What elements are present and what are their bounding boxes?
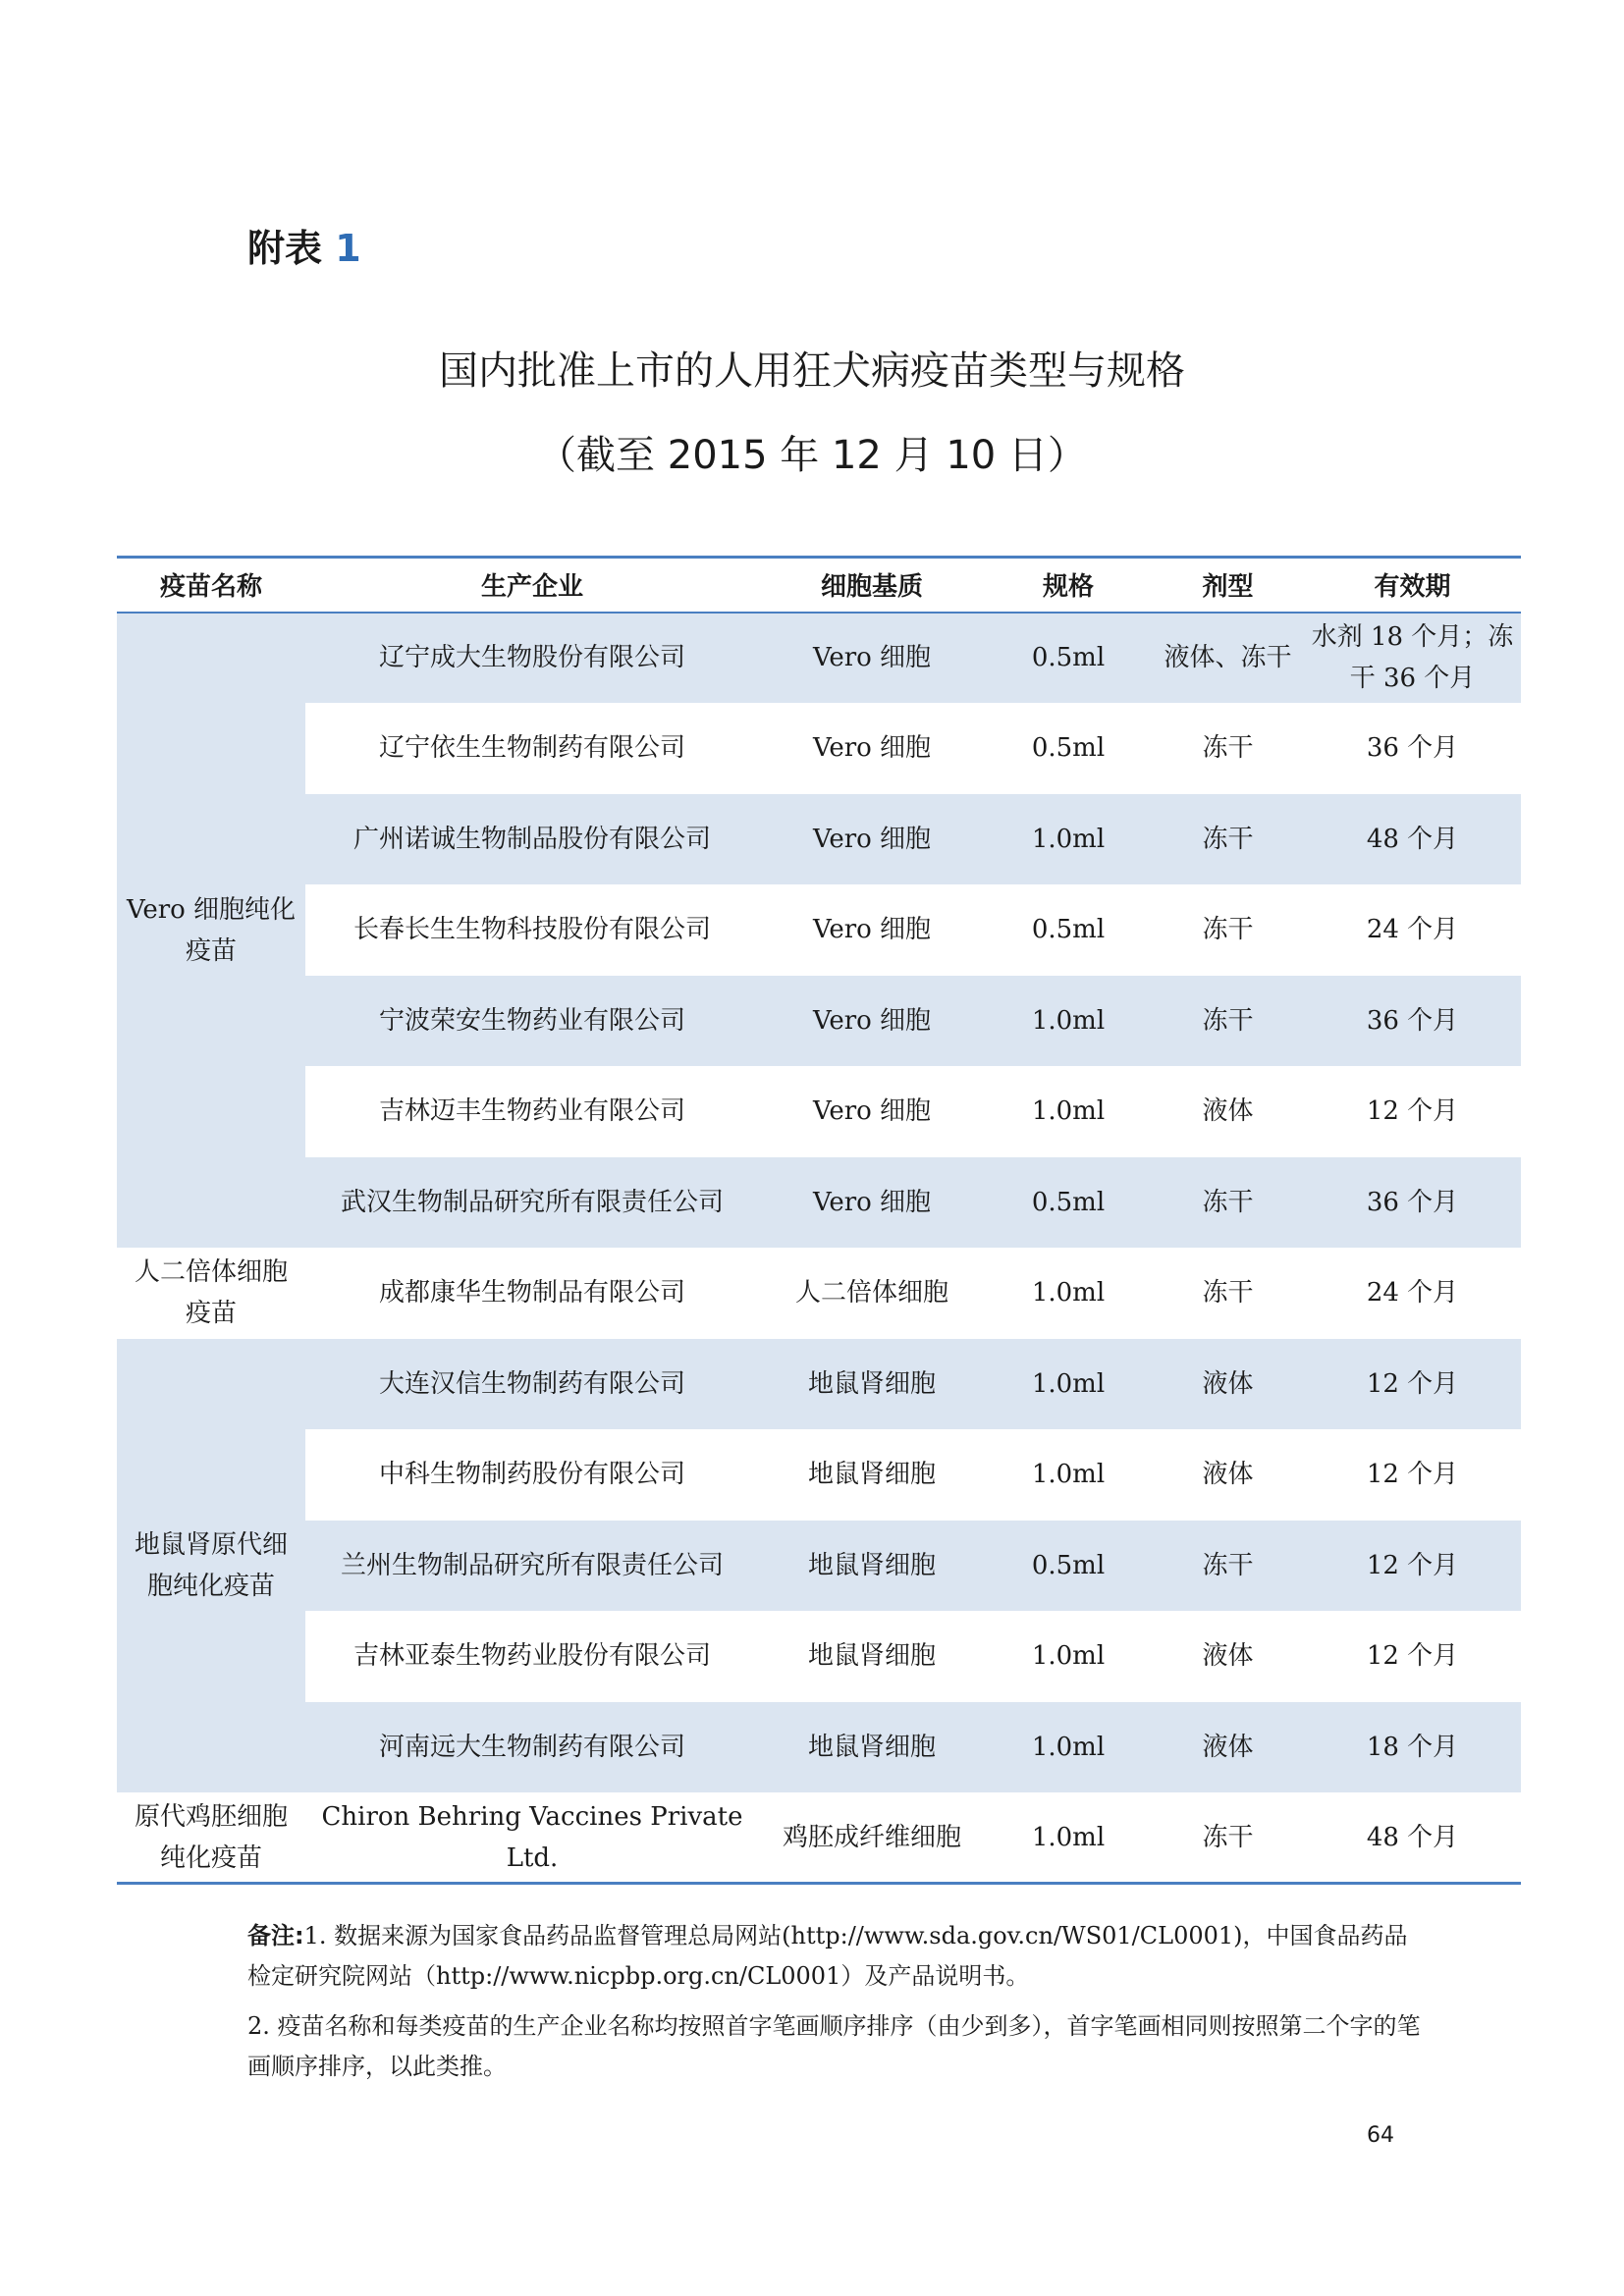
validity-cell: 12 个月: [1366, 1096, 1459, 1127]
manufacturer-cell: 中科生物制药股份有限公司: [378, 1460, 685, 1490]
validity-cell: 36 个月: [1304, 976, 1521, 1067]
page-title: 国内批准上市的人用狂犬病疫苗类型与规格: [439, 348, 1185, 394]
header-manufacturer: 生产企业: [305, 558, 759, 613]
dosage-form-cell: 冻干: [1152, 1157, 1304, 1249]
substrate-cell: Vero 细胞: [759, 976, 985, 1067]
validity-cell: 水剂 18 个月；冻干 36 个月: [1304, 613, 1521, 704]
notes: [247, 1916, 1426, 2097]
table-row: [117, 1792, 1521, 1884]
dosage-form-cell: 冻干: [1152, 976, 1304, 1067]
vaccine-table: [117, 556, 1521, 1885]
vaccine-group-name: Vero 细胞纯化疫苗: [117, 613, 305, 1249]
table-body: [117, 613, 1521, 1884]
spec-cell: 1.0ml: [1031, 1460, 1106, 1490]
substrate-cell: 地鼠肾细胞: [807, 1641, 936, 1672]
header-cell-substrate: 细胞基质: [759, 558, 985, 613]
table-row: [117, 1339, 1521, 1430]
substrate-cell: Vero 细胞: [812, 915, 932, 945]
spec-cell: 1.0ml: [1031, 1641, 1106, 1672]
table-row: [117, 1066, 1521, 1157]
table-row: [117, 1702, 1521, 1793]
manufacturer-cell: 大连汉信生物制药有限公司: [305, 1339, 759, 1430]
substrate-cell: 地鼠肾细胞: [807, 1460, 936, 1490]
validity-cell: 36 个月: [1366, 733, 1459, 764]
substrate-cell: Vero 细胞: [759, 1157, 985, 1249]
table-row: [117, 1248, 1521, 1339]
header-validity: 有效期: [1304, 558, 1521, 613]
manufacturer-cell: 河南远大生物制药有限公司: [305, 1702, 759, 1793]
table-row: [117, 976, 1521, 1067]
dosage-form-cell: 冻干: [1152, 1792, 1304, 1884]
validity-cell: 48 个月: [1304, 1792, 1521, 1884]
spec-cell: 0.5ml: [1031, 733, 1106, 764]
manufacturer-cell: 宁波荣安生物药业有限公司: [305, 976, 759, 1067]
manufacturer-cell: 吉林亚泰生物药业股份有限公司: [352, 1641, 711, 1672]
manufacturer-cell: 武汉生物制品研究所有限责任公司: [305, 1157, 759, 1249]
validity-cell: 12 个月: [1366, 1641, 1459, 1672]
manufacturer-cell: 兰州生物制品研究所有限责任公司: [305, 1521, 759, 1612]
manufacturer-cell: 辽宁成大生物股份有限公司: [305, 613, 759, 704]
spec-cell: 1.0ml: [985, 1702, 1152, 1793]
substrate-cell: 地鼠肾细胞: [759, 1339, 985, 1430]
manufacturer-cell: 辽宁依生生物制药有限公司: [378, 733, 685, 764]
header-vaccine-name: 疫苗名称: [117, 558, 305, 613]
appendix-number: 1: [335, 227, 361, 270]
dosage-form-cell: 液体: [1202, 1641, 1254, 1672]
header-spec: 规格: [985, 558, 1152, 613]
table-row: [117, 1611, 1521, 1702]
manufacturer-cell: 吉林迈丰生物药业有限公司: [378, 1096, 685, 1127]
appendix-label: [247, 218, 361, 272]
table-row: [117, 613, 1521, 704]
dosage-form-cell: 冻干: [1202, 1278, 1254, 1308]
spec-cell: 0.5ml: [985, 613, 1152, 704]
validity-cell: 18 个月: [1304, 1702, 1521, 1793]
page-number: 64: [1367, 2123, 1394, 2148]
note-2: 2. 疫苗名称和每类疫苗的生产企业名称均按照首字笔画顺序排序（由少到多），首字笔画相同则按照第二个字的笔画顺序排序，以此类推。: [247, 2012, 1421, 2080]
substrate-cell: Vero 细胞: [812, 1096, 932, 1127]
spec-cell: 0.5ml: [985, 1157, 1152, 1249]
validity-cell: 12 个月: [1304, 1521, 1521, 1612]
dosage-form-cell: 液体: [1202, 1460, 1254, 1490]
validity-cell: 48 个月: [1304, 794, 1521, 885]
substrate-cell: 地鼠肾细胞: [759, 1521, 985, 1612]
substrate-cell: 地鼠肾细胞: [759, 1702, 985, 1793]
substrate-cell: Vero 细胞: [759, 613, 985, 704]
table-header-row: [117, 558, 1521, 613]
spec-cell: 0.5ml: [1031, 915, 1106, 945]
notes-label: 备注:: [247, 1922, 304, 1949]
spec-cell: 0.5ml: [985, 1521, 1152, 1612]
dosage-form-cell: 冻干: [1202, 733, 1254, 764]
table-row: [117, 703, 1521, 794]
table-row: [117, 1429, 1521, 1521]
manufacturer-cell: Chiron Behring Vaccines Private Ltd.: [305, 1792, 759, 1884]
dosage-form-cell: 液体、冻干: [1152, 613, 1304, 704]
appendix-label-text: 附表: [247, 227, 323, 270]
dosage-form-cell: 冻干: [1152, 794, 1304, 885]
dosage-form-cell: 液体: [1152, 1339, 1304, 1430]
note-1-text: 1. 数据来源为国家食品药品监督管理总局网站(http://www.sda.gov.cn/WS01/CL0001)，中国食品药品检定研究院网站（http://www.nicpbp.org.cn/CL0001）及产品说明书。: [247, 1922, 1408, 1990]
dosage-form-cell: 液体: [1152, 1702, 1304, 1793]
dosage-form-cell: 冻干: [1202, 915, 1254, 945]
substrate-cell: Vero 细胞: [812, 733, 932, 764]
vaccine-group-name: 地鼠肾原代细胞纯化疫苗: [117, 1339, 305, 1793]
spec-cell: 1.0ml: [985, 794, 1152, 885]
validity-cell: 24 个月: [1366, 915, 1459, 945]
header-dosage-form: 剂型: [1152, 558, 1304, 613]
validity-cell: 36 个月: [1304, 1157, 1521, 1249]
dosage-form-cell: 冻干: [1152, 1521, 1304, 1612]
table-row: [117, 794, 1521, 885]
substrate-cell: Vero 细胞: [759, 794, 985, 885]
page-subtitle-date: （截至 2015 年 12 月 10 日）: [537, 433, 1087, 478]
validity-cell: 24 个月: [1366, 1278, 1459, 1308]
note-1: [247, 1916, 1426, 1997]
validity-cell: 12 个月: [1366, 1460, 1459, 1490]
vaccine-group-name: 人二倍体细胞疫苗: [117, 1248, 305, 1339]
table-row: [117, 1157, 1521, 1249]
spec-cell: 1.0ml: [1031, 1278, 1106, 1308]
validity-cell: 12 个月: [1304, 1339, 1521, 1430]
spec-cell: 1.0ml: [985, 1792, 1152, 1884]
substrate-cell: 鸡胚成纤维细胞: [759, 1792, 985, 1884]
spec-cell: 1.0ml: [985, 1339, 1152, 1430]
table-row: [117, 884, 1521, 976]
spec-cell: 1.0ml: [1031, 1096, 1106, 1127]
substrate-cell: 人二倍体细胞: [794, 1278, 948, 1308]
manufacturer-cell: 成都康华生物制品有限公司: [378, 1278, 685, 1308]
manufacturer-cell: 长春长生生物科技股份有限公司: [352, 915, 711, 945]
manufacturer-cell: 广州诺诚生物制品股份有限公司: [305, 794, 759, 885]
table-row: [117, 1521, 1521, 1612]
vaccine-group-name: 原代鸡胚细胞纯化疫苗: [117, 1792, 305, 1884]
spec-cell: 1.0ml: [985, 976, 1152, 1067]
dosage-form-cell: 液体: [1202, 1096, 1254, 1127]
